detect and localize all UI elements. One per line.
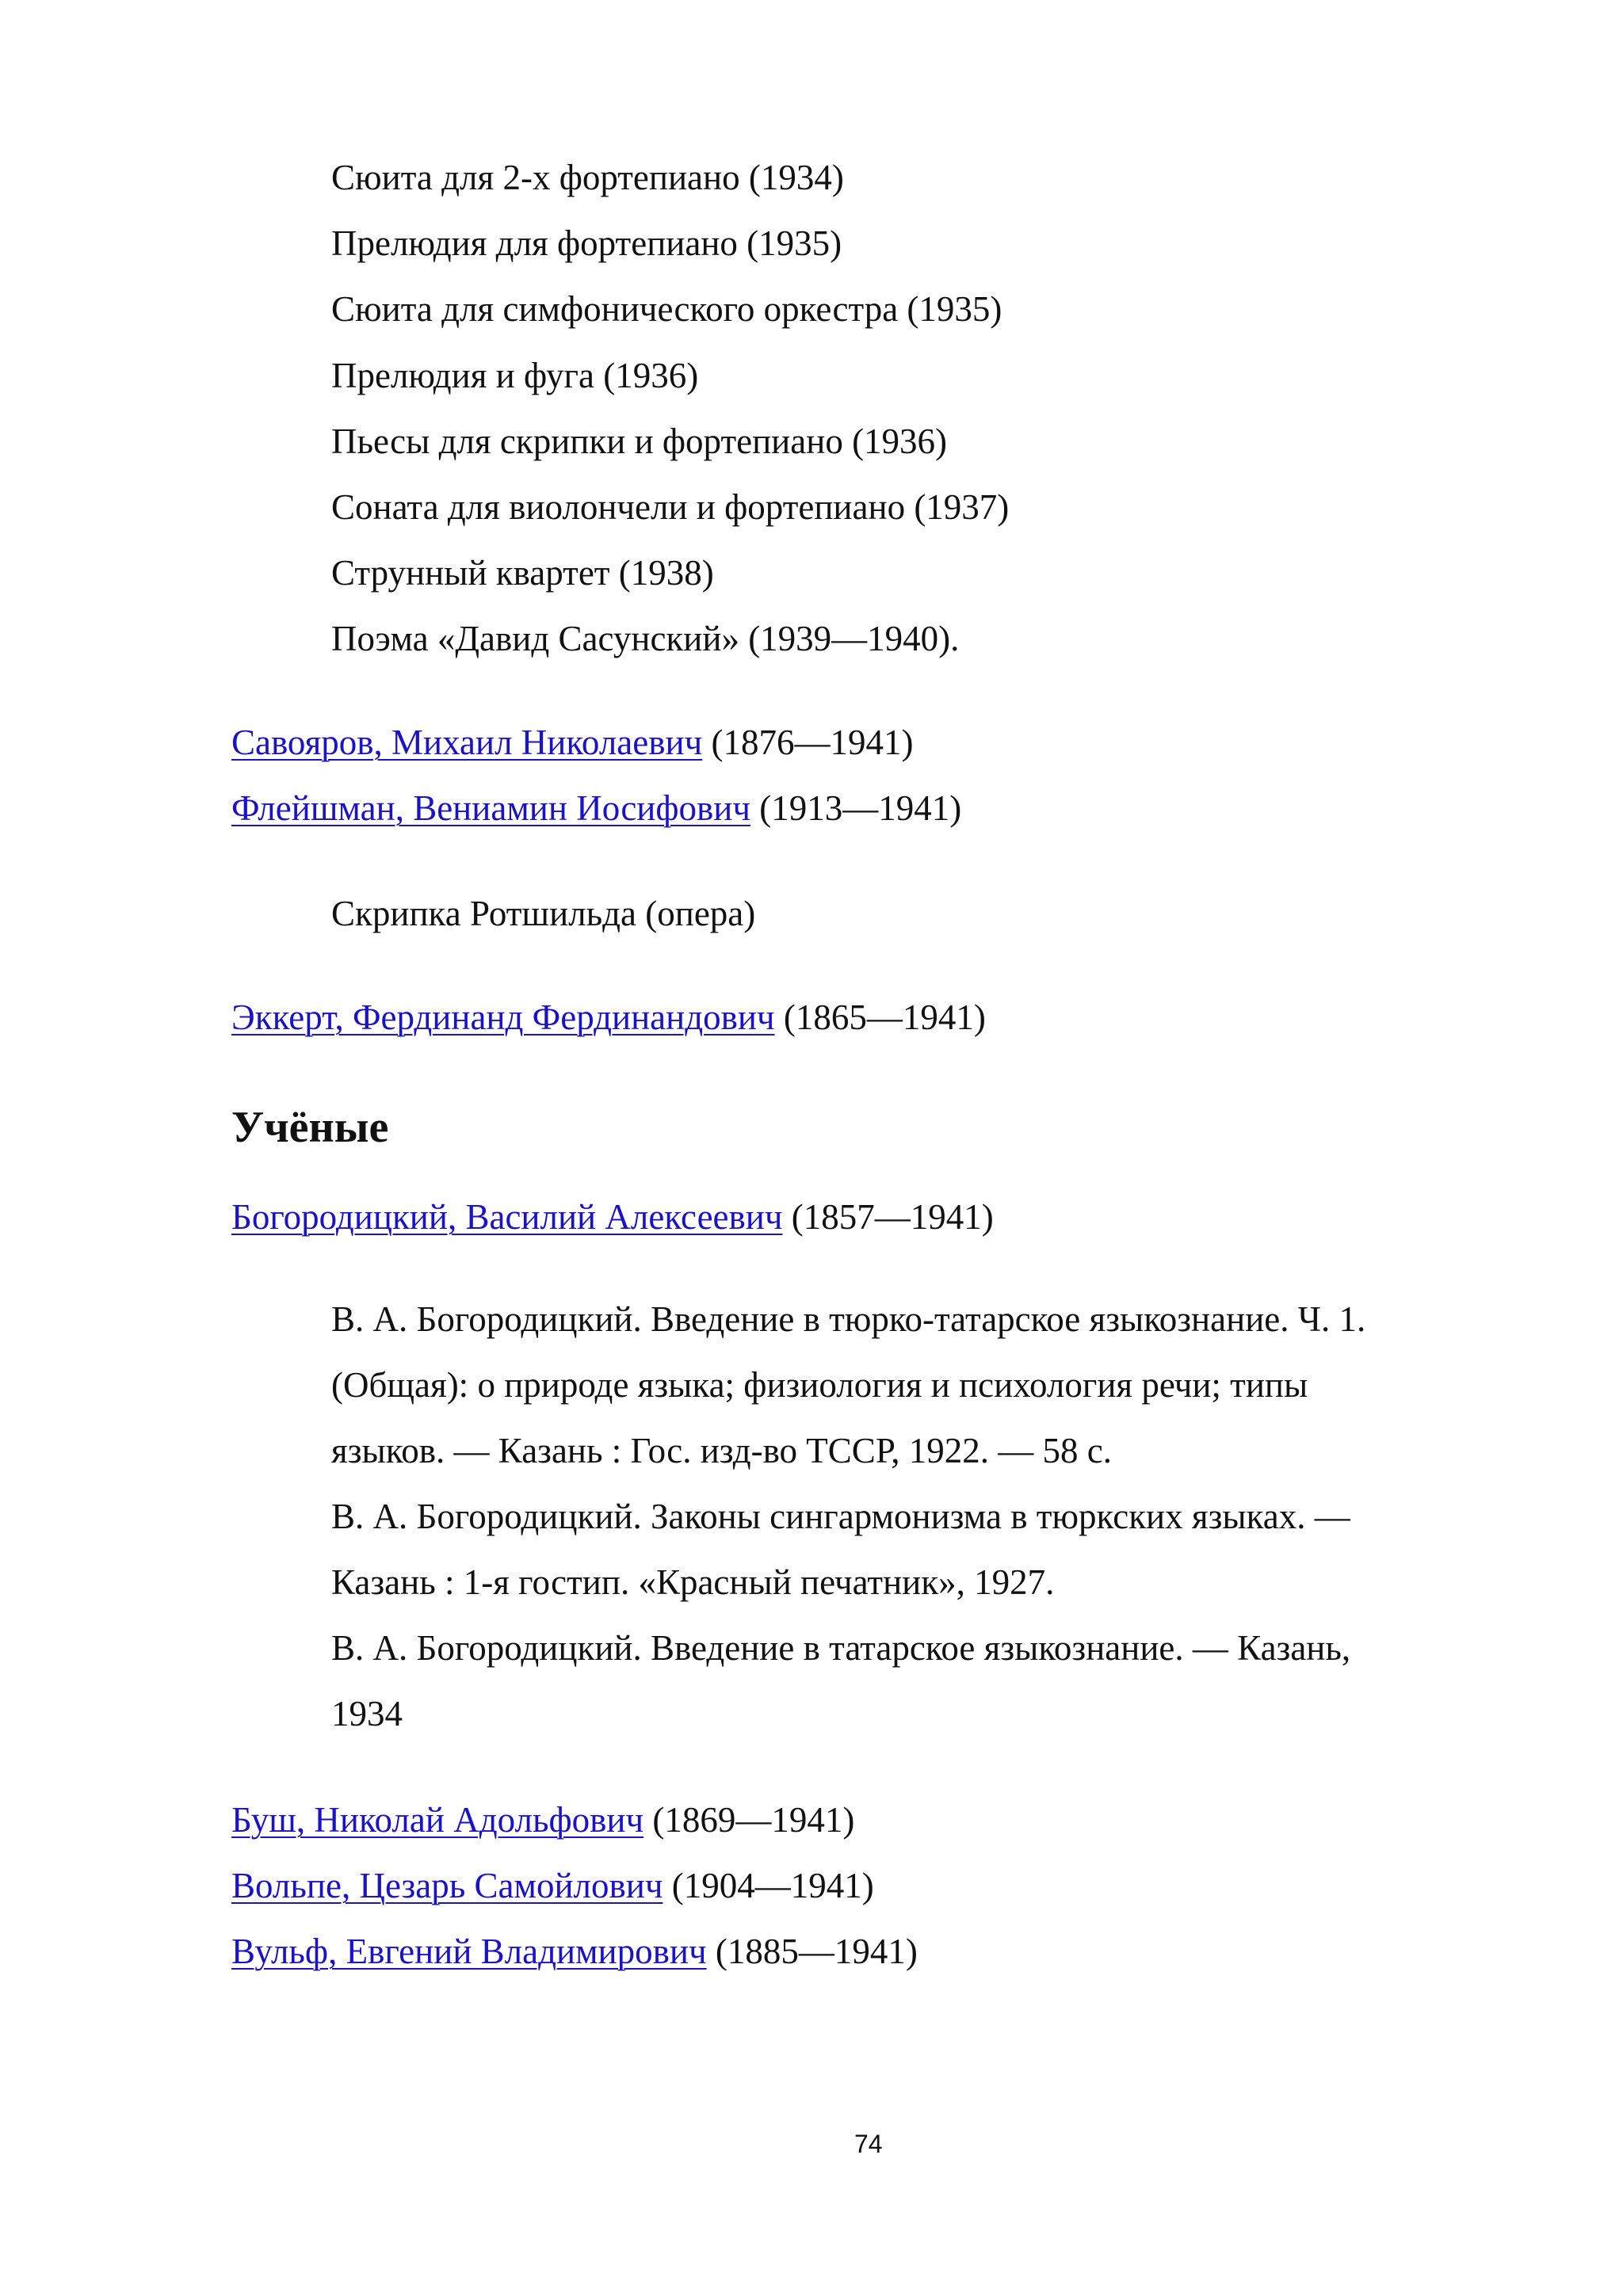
scientist-entry bbox=[231, 1929, 918, 1974]
person-link-ekkert[interactable]: Эккерт, Фердинанд Фердинандович bbox=[231, 997, 775, 1037]
bibliography-line: В. А. Богородицкий. Законы сингармонизма в тюркских языках. — bbox=[331, 1497, 1350, 1536]
scientist-entry bbox=[231, 1798, 854, 1842]
person-link-savoyarov[interactable]: Савояров, Михаил Николаевич bbox=[231, 723, 703, 762]
work-item: Сюита для 2-х фортепиано (1934) bbox=[331, 158, 844, 197]
scientist-entry bbox=[231, 1195, 994, 1239]
years-text: (1876—1941) bbox=[702, 723, 914, 762]
section-heading: Учёные bbox=[231, 1103, 389, 1152]
years-text: (1865—1941) bbox=[774, 997, 986, 1037]
scientist-entry bbox=[231, 1863, 874, 1908]
work-item: Струнный квартет (1938) bbox=[331, 553, 714, 593]
years-text: (1885—1941) bbox=[706, 1932, 918, 1971]
bibliography-line: В. А. Богородицкий. Введение в татарское языкознание. — Казань, bbox=[331, 1628, 1351, 1668]
person-link-volpe[interactable]: Вольпе, Цезарь Самойлович bbox=[231, 1866, 663, 1905]
work-item: Соната для виолончели и фортепиано (1937) bbox=[331, 487, 1010, 527]
person-link-fleishman[interactable]: Флейшман, Вениамин Иосифович bbox=[231, 788, 751, 828]
person-link-bush[interactable]: Буш, Николай Адольфович bbox=[231, 1800, 644, 1840]
bibliography-line: языков. — Казань : Гос. изд-во ТССР, 1922. — 58 с. bbox=[331, 1431, 1112, 1470]
page-number: 74 bbox=[854, 2130, 883, 2158]
composer-entry bbox=[231, 786, 961, 830]
work-item: Прелюдия для фортепиано (1935) bbox=[331, 223, 842, 263]
work-item: Прелюдия и фуга (1936) bbox=[331, 356, 699, 395]
person-link-vulf[interactable]: Вульф, Евгений Владимирович bbox=[231, 1932, 707, 1971]
years-text: (1904—1941) bbox=[663, 1866, 874, 1905]
years-text: (1857—1941) bbox=[782, 1197, 994, 1237]
bibliography-line: (Общая): о природе языка; физиология и психология речи; типы bbox=[331, 1365, 1308, 1405]
work-item: Поэма «Давид Сасунский» (1939—1940). bbox=[331, 619, 960, 658]
composer-entry bbox=[231, 720, 913, 765]
bibliography-line: В. А. Богородицкий. Введение в тюрко-татарское языкознание. Ч. 1. bbox=[331, 1299, 1366, 1339]
work-item: Скрипка Ротшильда (опера) bbox=[331, 894, 756, 933]
person-link-bogoroditsky[interactable]: Богородицкий, Василий Алексеевич bbox=[231, 1197, 783, 1237]
years-text: (1913—1941) bbox=[750, 788, 962, 828]
years-text: (1869—1941) bbox=[643, 1800, 855, 1840]
composer-entry bbox=[231, 995, 986, 1039]
work-item: Пьесы для скрипки и фортепиано (1936) bbox=[331, 421, 948, 461]
bibliography-line: Казань : 1-я гостип. «Красный печатник», 1927. bbox=[331, 1562, 1055, 1602]
work-item: Сюита для симфонического оркестра (1935) bbox=[331, 289, 1002, 329]
bibliography-line: 1934 bbox=[331, 1694, 403, 1733]
